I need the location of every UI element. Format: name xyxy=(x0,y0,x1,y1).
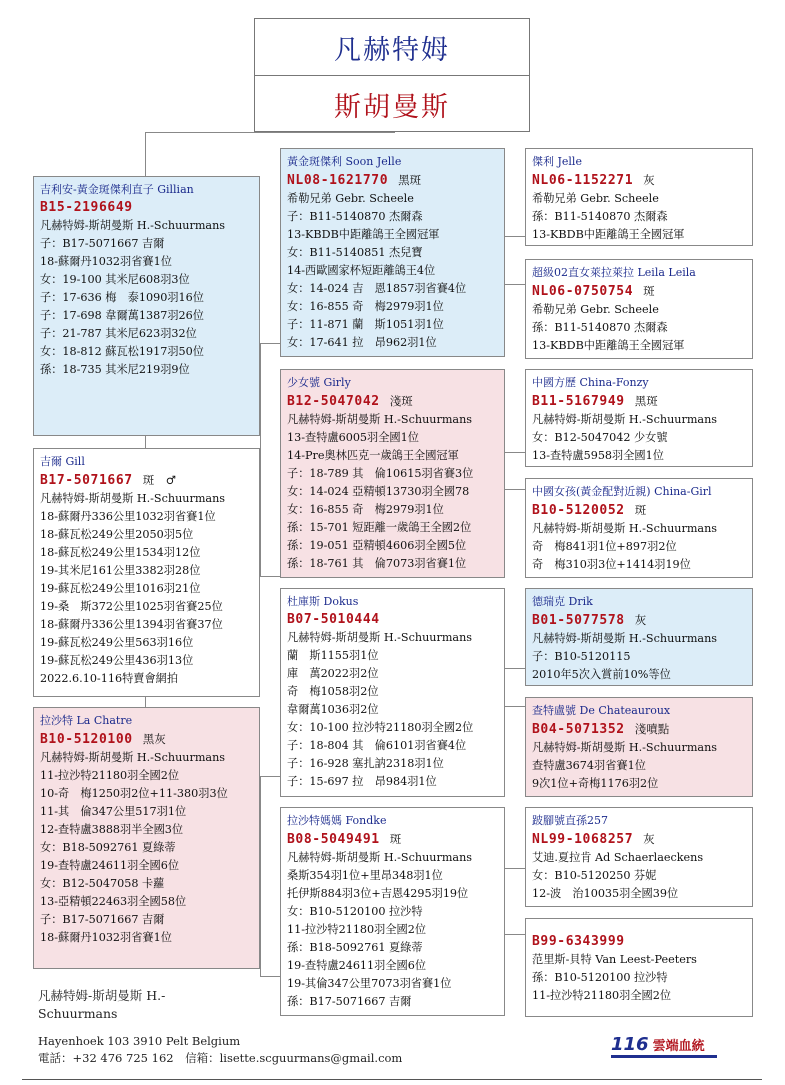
pedigree-line: 11-拉沙特21180羽全國2位 xyxy=(287,923,427,936)
bottom-divider xyxy=(22,1079,762,1080)
pigeon-color: 斑 xyxy=(389,832,402,846)
title-line-2: 斯胡曼斯 xyxy=(334,92,450,123)
card-dds xyxy=(525,807,753,907)
pedigree-line: 女：10-100 拉沙特21180羽全國2位 xyxy=(287,721,474,734)
pedigree-line: 凡赫特姆-斯胡曼斯 H.-Schuurmans xyxy=(532,632,718,645)
pigeon-name: 中國女孩(黃金配對近親) China-Girl xyxy=(532,485,712,498)
pigeon-name: 吉爾 Gill xyxy=(40,455,85,468)
connector-line xyxy=(145,436,146,448)
pedigree-lines xyxy=(532,411,746,465)
pigeon-color: 黑斑 xyxy=(634,394,658,408)
pigeon-color: 淺斑 xyxy=(389,394,413,408)
pedigree-line: 18-蘇瓦松249公里2050羽5位 xyxy=(40,528,194,541)
pedigree-line: 凡赫特姆-斯胡曼斯 H.-Schuurmans xyxy=(287,413,473,426)
pedigree-line: 女：16-855 奇 梅2979羽1位 xyxy=(287,300,444,313)
pedigree-line: 11-拉沙特21180羽全國2位 xyxy=(40,769,180,782)
ring-number: B15-2196649 xyxy=(40,200,133,215)
pedigree-line: 13-查特盧6005羽全國1位 xyxy=(287,431,419,444)
connector-line xyxy=(260,856,261,976)
connector-line xyxy=(505,489,525,490)
pedigree-line: 子：16-928 塞扎訥2318羽1位 xyxy=(287,757,444,770)
pedigree-lines xyxy=(287,629,498,791)
pedigree-line: 18-蘇爾丹1032羽省賽1位 xyxy=(40,255,172,268)
connector-line xyxy=(505,868,525,869)
pedigree-line: 19-蘇瓦松249公里436羽13位 xyxy=(40,654,194,667)
pedigree-line: 女：17-641 拉 昂962羽1位 xyxy=(287,336,437,349)
pigeon-name: 吉利安-黃金斑傑利直子 Gillian xyxy=(40,183,194,196)
pedigree-lines xyxy=(40,490,253,688)
pigeon-color: 灰 xyxy=(634,613,647,627)
pedigree-line: 查特盧3674羽省賽1位 xyxy=(532,759,646,772)
pigeon-color: 淺噴點 xyxy=(634,722,670,736)
pedigree-line: 孫：B11-5140870 杰爾森 xyxy=(532,210,668,223)
pedigree-line: 女：B12-5047058 卡蘿 xyxy=(40,877,165,890)
ring-number: B07-5010444 xyxy=(287,612,380,627)
pedigree-line: 凡赫特姆-斯胡曼斯 H.-Schuurmans xyxy=(40,751,226,764)
card-sire-sire xyxy=(280,148,505,357)
pedigree-line: 女：B12-5047042 少女號 xyxy=(532,431,668,444)
pedigree-line: 孫：B17-5071667 吉爾 xyxy=(287,995,412,1008)
pigeon-color: 灰 xyxy=(643,832,655,846)
logo-text: 雲端血統 xyxy=(652,1038,705,1054)
pigeon-color: 斑 xyxy=(643,284,655,298)
pedigree-line: 19-查特盧24611羽全國6位 xyxy=(40,859,180,872)
pedigree-title xyxy=(254,18,530,132)
ring-number: NL06-0750754 xyxy=(532,284,634,299)
pedigree-line: 凡赫特姆-斯胡曼斯 H.-Schuurmans xyxy=(532,413,718,426)
pedigree-line: 9次1位+奇梅1176羽2位 xyxy=(532,777,659,790)
pedigree-line: 2010年5次入賞前10%等位 xyxy=(532,668,671,681)
pedigree-line: 19-桑 斯372公里1025羽省賽25位 xyxy=(40,600,223,613)
card-sire xyxy=(33,448,260,697)
pedigree-lines xyxy=(532,951,746,1005)
pedigree-line: 凡赫特姆-斯胡曼斯 H.-Schuurmans xyxy=(287,631,473,644)
pedigree-line: 12-查特盧3888羽半全國3位 xyxy=(40,823,184,836)
connector-line xyxy=(260,976,280,977)
logo xyxy=(611,1033,705,1055)
connector-line xyxy=(260,479,261,576)
pedigree-line: 13-KBDB中距離鴿王全國冠軍 xyxy=(532,339,685,352)
pedigree-lines xyxy=(532,190,746,244)
pedigree-line: 女：B18-5092761 夏綠蒂 xyxy=(40,841,176,854)
pedigree-line: 希勒兄弟 Gebr. Scheele xyxy=(532,303,659,316)
pedigree-lines xyxy=(532,630,746,684)
pedigree-line: 女：18-812 蘇瓦松1917羽50位 xyxy=(40,345,204,358)
connector-line xyxy=(260,343,261,479)
pedigree-line: 庫 萬2022羽2位 xyxy=(287,667,379,680)
ring-number: NL99-1068257 xyxy=(532,832,634,847)
pedigree-line: 子：B17-5071667 吉爾 xyxy=(40,237,165,250)
pigeon-color: 黑斑 xyxy=(398,173,422,187)
address: Hayenhoek 103 3910 Pelt Belgium xyxy=(38,1034,241,1048)
pedigree-line: 18-蘇瓦松249公里1534羽12位 xyxy=(40,546,201,559)
pedigree-line: 孫：B11-5140870 杰爾森 xyxy=(532,321,668,334)
pigeon-name: 拉沙特 La Chatre xyxy=(40,714,133,727)
pedigree-line: 范里斯-貝特 Van Leest-Peeters xyxy=(532,953,697,966)
pedigree-line: 子：17-636 梅 泰1090羽16位 xyxy=(40,291,204,304)
connector-line xyxy=(260,343,280,344)
pedigree-line: 托伊斯884羽3位+吉恩4295羽19位 xyxy=(287,887,469,900)
pedigree-line: 孫：19-051 亞精頓4606羽全國5位 xyxy=(287,539,467,552)
card-sdd xyxy=(525,478,753,578)
breeder-name: 凡赫特姆-斯胡曼斯 H.-Schuurmans xyxy=(38,988,166,1021)
pedigree-line: 奇 梅841羽1位+897羽2位 xyxy=(532,540,677,553)
pedigree-lines xyxy=(287,190,498,352)
ring-number: NL08-1621770 xyxy=(287,173,389,188)
pedigree-line: 子：18-804 其 倫6101羽省賽4位 xyxy=(287,739,467,752)
logo-underline xyxy=(611,1055,717,1058)
connector-line xyxy=(260,776,280,777)
pigeon-color: 斑 xyxy=(634,503,647,517)
pedigree-line: 13-KBDB中距離鴿王全國冠軍 xyxy=(287,228,440,241)
ring-number: NL06-1152271 xyxy=(532,173,634,188)
pedigree-line: 凡赫特姆-斯胡曼斯 H.-Schuurmans xyxy=(287,851,473,864)
ring-number: B08-5049491 xyxy=(287,832,380,847)
pedigree-lines xyxy=(532,849,746,903)
pedigree-line: 2022.6.10-116特賣會網拍 xyxy=(40,672,179,685)
pedigree-line: 奇 梅1058羽2位 xyxy=(287,685,379,698)
ring-number: B10-5120052 xyxy=(532,503,625,518)
ring-number: B12-5047042 xyxy=(287,394,380,409)
connector-line xyxy=(260,776,261,856)
pedigree-line: 19-蘇瓦松249公里563羽16位 xyxy=(40,636,194,649)
pedigree-line: 希勒兄弟 Gebr. Scheele xyxy=(287,192,414,205)
card-dsd xyxy=(525,697,753,797)
pedigree-line: 13-KBDB中距離鴿王全國冠軍 xyxy=(532,228,685,241)
pedigree-line: 女：19-100 其米尼608羽3位 xyxy=(40,273,190,286)
pigeon-name: 黃金斑傑利 Soon Jelle xyxy=(287,155,402,168)
contact-block xyxy=(38,1033,402,1067)
card-ddd xyxy=(525,918,753,1017)
pigeon-name: 超級02直女萊拉萊拉 Leila Leila xyxy=(532,266,696,279)
pigeon-name: 跛腳號直孫257 xyxy=(532,814,608,827)
pedigree-line: 女：B10-5120100 拉沙特 xyxy=(287,905,423,918)
pigeon-name: 中國方歷 China-Fonzy xyxy=(532,376,649,389)
pedigree-line: 艾迪.夏拉肯 Ad Schaerlaeckens xyxy=(532,851,704,864)
pedigree-line: 18-蘇爾丹336公里1032羽省賽1位 xyxy=(40,510,216,523)
pigeon-name: 查特盧號 De Chateauroux xyxy=(532,704,671,717)
pedigree-line: 女：B11-5140851 杰兒寶 xyxy=(287,246,423,259)
pedigree-line: 凡赫特姆-斯胡曼斯 H.-Schuurmans xyxy=(40,492,226,505)
card-sire-dam xyxy=(280,369,505,578)
connector-line xyxy=(145,132,146,177)
connector-line xyxy=(505,236,525,237)
pedigree-line: 女：B10-5120250 芬妮 xyxy=(532,869,657,882)
pedigree-lines xyxy=(532,739,746,793)
card-dam-dam xyxy=(280,807,505,1016)
pedigree-line: 凡赫特姆-斯胡曼斯 H.-Schuurmans xyxy=(532,522,718,535)
connector-line xyxy=(505,706,525,707)
pedigree-line: 19-查特盧24611羽全國6位 xyxy=(287,959,427,972)
pigeon-name: 少女號 Girly xyxy=(287,376,351,389)
pedigree-line: 13-亞精頓22463羽全國58位 xyxy=(40,895,187,908)
pedigree-line: 子：21-787 其米尼623羽32位 xyxy=(40,327,197,340)
logo-number: 116 xyxy=(611,1033,649,1055)
pedigree-line: 11-拉沙特21180羽全國2位 xyxy=(532,989,672,1002)
pedigree-lines xyxy=(287,411,498,573)
ring-number: B17-5071667 xyxy=(40,473,133,488)
connector-line xyxy=(505,284,525,285)
connector-line xyxy=(145,697,146,707)
pigeon-color: 灰 xyxy=(643,173,655,187)
pedigree-line: 韋爾萬1036羽2位 xyxy=(287,703,379,716)
card-sds xyxy=(525,369,753,467)
pedigree-line: 希勒兄弟 Gebr. Scheele xyxy=(532,192,659,205)
connector-line xyxy=(505,668,525,669)
pedigree-lines xyxy=(532,520,746,574)
pedigree-line: 凡赫特姆-斯胡曼斯 H.-Schuurmans xyxy=(532,741,718,754)
card-ssd xyxy=(525,259,753,359)
card-subject xyxy=(33,176,260,436)
pedigree-lines xyxy=(287,849,498,1011)
ring-number: B04-5071352 xyxy=(532,722,625,737)
title-line-1: 凡赫特姆 xyxy=(255,19,529,76)
pigeon-name: 杜庫斯 Dokus xyxy=(287,595,359,608)
pedigree-line: 孫：18-735 其米尼219羽9位 xyxy=(40,363,190,376)
connector-line xyxy=(260,576,280,577)
card-dss xyxy=(525,588,753,686)
pedigree-line: 女：14-024 亞精頓13730羽全國78 xyxy=(287,485,470,498)
pedigree-line: 子：15-697 拉 昂984羽1位 xyxy=(287,775,437,788)
pedigree-line: 孫：18-761 其 倫7073羽省賽1位 xyxy=(287,557,467,570)
card-dam-sire xyxy=(280,588,505,797)
pedigree-line: 女：16-855 奇 梅2979羽1位 xyxy=(287,503,444,516)
ring-number: B10-5120100 xyxy=(40,732,133,747)
pedigree-line: 14-Pre奧林匹克一歲鴿王全國冠軍 xyxy=(287,449,459,462)
pedigree-line: 孫：B10-5120100 拉沙特 xyxy=(532,971,668,984)
pigeon-color: 斑 ♂ xyxy=(142,473,177,487)
contact-info: 電話：+32 476 725 162 信箱：lisette.scguurmans@gmail.com xyxy=(38,1051,403,1065)
pedigree-line: 凡赫特姆-斯胡曼斯 H.-Schuurmans xyxy=(40,219,226,232)
pigeon-name: 德瑞克 Drik xyxy=(532,595,593,608)
pedigree-line: 子：18-789 其 倫10615羽省賽3位 xyxy=(287,467,474,480)
ring-number: B01-5077578 xyxy=(532,613,625,628)
pedigree-line: 孫：B18-5092761 夏綠蒂 xyxy=(287,941,423,954)
pedigree-line: 19-其米尼161公里3382羽28位 xyxy=(40,564,201,577)
pedigree-lines xyxy=(40,217,253,379)
pedigree-lines xyxy=(532,301,746,355)
pedigree-line: 18-蘇爾丹1032羽省賽1位 xyxy=(40,931,172,944)
pedigree-line: 孫：15-701 短距離一歲鴿王全國2位 xyxy=(287,521,472,534)
card-sss xyxy=(525,148,753,246)
pedigree-line: 桑斯354羽1位+里昂348羽1位 xyxy=(287,869,443,882)
pedigree-line: 13-查特盧5958羽全國1位 xyxy=(532,449,664,462)
pedigree-line: 19-其倫347公里7073羽省賽1位 xyxy=(287,977,452,990)
pedigree-line: 蘭 斯1155羽1位 xyxy=(287,649,379,662)
pedigree-line: 14-西歐國家杯短距離鴿王4位 xyxy=(287,264,436,277)
pedigree-line: 子：11-871 蘭 斯1051羽1位 xyxy=(287,318,444,331)
connector-line xyxy=(505,934,525,935)
pedigree-line: 10-奇 梅1250羽2位+11-380羽3位 xyxy=(40,787,228,800)
pedigree-line: 子：B10-5120115 xyxy=(532,650,631,663)
connector-line xyxy=(505,452,525,453)
card-dam xyxy=(33,707,260,969)
pedigree-line: 18-蘇爾丹336公里1394羽省賽37位 xyxy=(40,618,223,631)
ring-number: B11-5167949 xyxy=(532,394,625,409)
pigeon-name: 傑利 Jelle xyxy=(532,155,582,168)
pedigree-line: 19-蘇瓦松249公里1016羽21位 xyxy=(40,582,201,595)
pedigree-line: 女：14-024 吉 恩1857羽省賽4位 xyxy=(287,282,467,295)
pedigree-line: 子：17-698 韋爾萬1387羽26位 xyxy=(40,309,204,322)
ring-number: B99-6343999 xyxy=(532,934,625,949)
pigeon-color: 黑灰 xyxy=(142,732,166,746)
pedigree-line: 子：B11-5140870 杰爾森 xyxy=(287,210,423,223)
pigeon-name: 拉沙特媽媽 Fondke xyxy=(287,814,387,827)
pedigree-line: 子：B17-5071667 吉爾 xyxy=(40,913,165,926)
pedigree-line: 奇 梅310羽3位+1414羽19位 xyxy=(532,558,691,571)
pedigree-lines xyxy=(40,749,253,947)
pedigree-line: 11-其 倫347公里517羽1位 xyxy=(40,805,187,818)
pedigree-line: 12-波 治10035羽全國39位 xyxy=(532,887,679,900)
connector-line xyxy=(145,132,395,133)
